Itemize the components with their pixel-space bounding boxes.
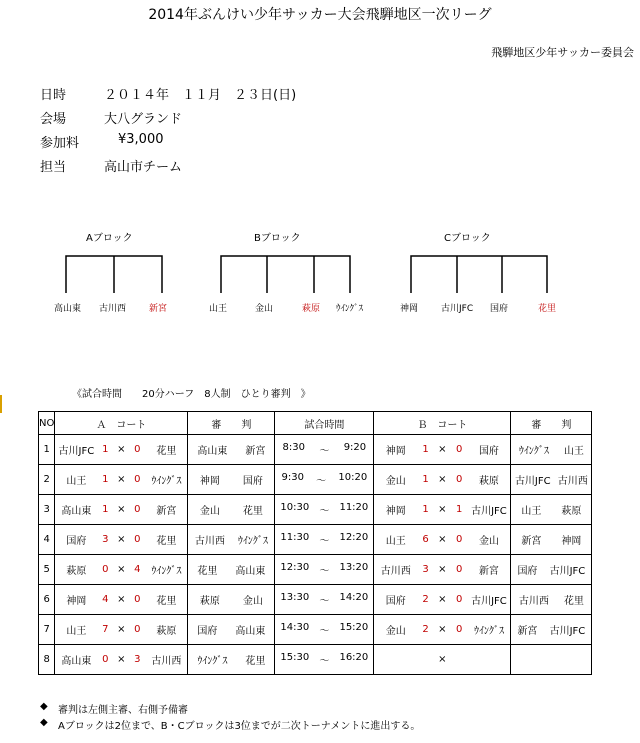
time-end: 14:20 [339, 592, 369, 603]
court-a-match [55, 555, 188, 585]
score-left: 4 [102, 594, 109, 605]
time-start: 13:30 [280, 592, 310, 603]
court-b-match [374, 585, 511, 615]
referee-main: 古川JFC [514, 476, 551, 487]
team-right: ｳｲﾝｸﾞｽ [151, 566, 182, 577]
court-b-referees [511, 585, 592, 615]
referee-main: 山王 [521, 506, 542, 517]
team-right: 新宮 [478, 566, 499, 577]
time-sep: ～ [319, 656, 330, 667]
time-end: 10:20 [338, 472, 368, 483]
versus-mark: × [438, 564, 447, 575]
match-time [275, 465, 374, 495]
block-c-team: 国府 [490, 304, 509, 314]
timing-note: 《試合時間 20分ハーフ 8人制 ひとり審判 》 [72, 389, 311, 400]
table-row [39, 645, 592, 675]
team-right: 花里 [156, 446, 177, 457]
score-right: 0 [134, 444, 141, 455]
score-right: 0 [134, 534, 141, 545]
referee-main: 高山東 [197, 446, 228, 457]
score-right: 0 [455, 624, 463, 635]
venue-label: 会場 [40, 112, 67, 127]
match-no: 6 [39, 585, 55, 615]
court-a-referees [188, 465, 275, 495]
team-left: 山王 [66, 626, 87, 637]
block-a-team: 古川西 [99, 304, 127, 314]
block-b-team: 山王 [209, 304, 228, 314]
versus-mark: × [438, 534, 447, 545]
block-c-team: 神岡 [400, 304, 419, 314]
team-right: 古川JFC [471, 596, 507, 607]
match-time [275, 555, 374, 585]
time-sep: ～ [316, 476, 327, 487]
page-title: 2014年ぶんけい少年サッカー大会飛騨地区一次リーグ [148, 7, 492, 23]
score-right: 0 [455, 594, 463, 605]
team-right: 古川西 [151, 656, 182, 667]
table-row [39, 615, 592, 645]
time-start: 9:30 [281, 472, 304, 483]
court-a-match [55, 585, 188, 615]
team-left: 神岡 [66, 596, 87, 607]
referee-sub: 山王 [563, 446, 584, 457]
charge-label: 担当 [40, 160, 67, 175]
time-sep: ～ [319, 446, 330, 457]
score-left: 2 [422, 624, 429, 635]
referee-sub: 高山東 [235, 566, 266, 577]
block-b-label: Bブロック [254, 233, 301, 244]
time-sep: ～ [319, 506, 330, 517]
time-end: 16:20 [339, 652, 369, 663]
header-no: NO [39, 412, 55, 435]
court-a-match [55, 615, 188, 645]
team-right: 金山 [478, 536, 499, 547]
score-left: 1 [102, 504, 109, 515]
time-end: 11:20 [339, 502, 369, 513]
referee-main: 古川西 [194, 536, 225, 547]
note-bullet: ◆ [40, 701, 48, 712]
score-left: 0 [102, 564, 109, 575]
court-a-match [55, 435, 188, 465]
time-sep: ～ [319, 566, 330, 577]
referee-main: 花里 [197, 566, 218, 577]
referee-sub: 新宮 [245, 446, 266, 457]
team-right: ｳｲﾝｸﾞｽ [151, 476, 182, 487]
time-sep: ～ [319, 596, 330, 607]
block-c-team: 花里 [538, 304, 557, 314]
score-right: 0 [455, 534, 463, 545]
time-end: 12:20 [339, 532, 369, 543]
court-b-referees [511, 525, 592, 555]
versus-mark: × [117, 564, 126, 575]
organizer: 飛騨地区少年サッカー委員会 [491, 46, 634, 59]
team-left: 神岡 [385, 446, 406, 457]
versus-mark: × [117, 624, 126, 635]
score-right: 0 [455, 444, 463, 455]
court-b-referees [511, 465, 592, 495]
court-b-referees [511, 435, 592, 465]
table-header-row [39, 412, 592, 435]
time-end: 9:20 [343, 442, 367, 453]
match-no: 2 [39, 465, 55, 495]
time-sep: ～ [319, 626, 330, 637]
match-time [275, 525, 374, 555]
score-right: 4 [134, 564, 141, 575]
score-left: 3 [102, 534, 109, 545]
court-b-match [374, 645, 511, 675]
team-left: 金山 [385, 626, 406, 637]
court-a-referees [188, 525, 275, 555]
team-right: ｳｲﾝｸﾞｽ [473, 626, 504, 637]
court-a-referees [188, 495, 275, 525]
header-court-a: Ａ コート [55, 412, 188, 435]
score-left: 6 [422, 534, 429, 545]
match-time [275, 585, 374, 615]
team-left: 国府 [66, 536, 87, 547]
block-b-team: 萩原 [302, 304, 321, 314]
table-row [39, 435, 592, 465]
versus-mark: × [117, 594, 126, 605]
team-left: 金山 [385, 476, 406, 487]
referee-sub: ｳｲﾝｸﾞｽ [237, 536, 268, 547]
score-left: 1 [422, 474, 429, 485]
score-left: 0 [102, 654, 109, 665]
match-no: 7 [39, 615, 55, 645]
block-a-label: Aブロック [86, 233, 133, 244]
score-right: 0 [455, 564, 463, 575]
block-b-team: ｳｲﾝｸﾞｽ [336, 304, 364, 314]
court-a-referees [188, 555, 275, 585]
match-no: 8 [39, 645, 55, 675]
team-left: 古川西 [380, 566, 411, 577]
team-left: 山王 [385, 536, 406, 547]
date-label: 日時 [40, 88, 67, 103]
referee-sub: 金山 [242, 596, 263, 607]
score-left: 3 [422, 564, 429, 575]
referee-main: 萩原 [199, 596, 220, 607]
venue-value: 大八グランド [104, 112, 183, 127]
score-left: 7 [102, 624, 109, 635]
score-right: 0 [134, 474, 141, 485]
score-right: 0 [455, 474, 463, 485]
referee-main: ｳｲﾝｸﾞｽ [197, 656, 228, 667]
team-right: 古川JFC [471, 506, 507, 517]
versus-mark: × [438, 654, 447, 665]
table-row [39, 495, 592, 525]
score-right: 0 [134, 594, 141, 605]
referee-sub: 国府 [242, 476, 263, 487]
time-start: 14:30 [280, 622, 310, 633]
referee-sub: 萩原 [561, 506, 582, 517]
time-start: 11:30 [280, 532, 310, 543]
referee-main: 国府 [197, 626, 218, 637]
block-a-team: 新宮 [149, 304, 168, 314]
time-start: 8:30 [282, 442, 305, 453]
score-left: 1 [102, 474, 109, 485]
versus-mark: × [438, 444, 447, 455]
versus-mark: × [438, 474, 447, 485]
court-a-match [55, 645, 188, 675]
referee-sub: 古川西 [557, 476, 588, 487]
date-value: ２０１４年 １１月 ２３日(日) [104, 88, 297, 103]
court-b-match [374, 555, 511, 585]
score-left: 1 [422, 504, 429, 515]
court-a-match [55, 495, 188, 525]
team-left: 山王 [66, 476, 87, 487]
header-referee-b: 審 判 [511, 412, 592, 435]
team-left: 高山東 [61, 656, 92, 667]
team-left: 古川JFC [58, 446, 95, 457]
score-right: 3 [134, 654, 141, 665]
team-left: 萩原 [66, 566, 87, 577]
note-bullet: ◆ [40, 717, 48, 728]
table-row [39, 465, 592, 495]
court-b-match [374, 465, 511, 495]
block-c-bracket [411, 256, 547, 293]
referee-sub: 高山東 [235, 626, 266, 637]
score-right: 1 [455, 504, 463, 515]
court-b-referees [511, 615, 592, 645]
match-time [275, 435, 374, 465]
team-right: 萩原 [478, 476, 499, 487]
score-left: 2 [422, 594, 429, 605]
court-b-match [374, 435, 511, 465]
league-brackets [0, 0, 640, 300]
referee-main: 国府 [517, 566, 538, 577]
block-b-bracket [221, 256, 350, 293]
block-c-team: 古川JFC [441, 304, 474, 314]
fee-value: ¥3,000 [118, 132, 164, 147]
court-a-referees [188, 435, 275, 465]
time-end: 13:20 [339, 562, 369, 573]
team-left: 国府 [385, 596, 406, 607]
court-b-referees [511, 555, 592, 585]
match-no: 5 [39, 555, 55, 585]
team-right: 萩原 [156, 626, 177, 637]
time-end: 15:20 [339, 622, 369, 633]
versus-mark: × [117, 654, 126, 665]
block-a-bracket [66, 256, 162, 293]
table-row [39, 585, 592, 615]
time-start: 12:30 [280, 562, 310, 573]
time-start: 15:30 [280, 652, 310, 663]
team-left: 高山東 [61, 506, 92, 517]
versus-mark: × [438, 624, 447, 635]
match-no: 4 [39, 525, 55, 555]
table-row [39, 555, 592, 585]
match-no: 1 [39, 435, 55, 465]
referee-main: 新宮 [517, 626, 538, 637]
court-b-referees [511, 495, 592, 525]
versus-mark: × [438, 594, 447, 605]
note-advance: Aブロックは2位まで、B・Cブロックは3位までが二次トーナメントに進出する。 [58, 721, 421, 732]
court-b-match [374, 525, 511, 555]
header-time: 試合時間 [275, 412, 374, 435]
court-a-referees [188, 585, 275, 615]
time-sep: ～ [319, 536, 330, 547]
header-court-b: Ｂ コート [374, 412, 511, 435]
time-start: 10:30 [280, 502, 310, 513]
block-a-team: 高山東 [54, 304, 82, 314]
score-right: 0 [134, 504, 141, 515]
note-referee: 審判は左側主審、右側予備審 [58, 705, 188, 716]
court-b-referees [511, 645, 592, 675]
referee-sub: 古川JFC [549, 566, 586, 577]
court-a-referees [188, 645, 275, 675]
referee-main: 古川西 [518, 596, 549, 607]
court-a-match [55, 465, 188, 495]
fee-label: 参加料 [40, 136, 80, 151]
team-left: 神岡 [385, 506, 406, 517]
schedule-table [38, 411, 592, 675]
block-c-label: Cブロック [444, 233, 491, 244]
court-b-match [374, 495, 511, 525]
score-left: 1 [422, 444, 429, 455]
referee-main: 新宮 [521, 536, 542, 547]
referee-main: 神岡 [199, 476, 220, 487]
match-time [275, 645, 374, 675]
referee-sub: 花里 [245, 656, 266, 667]
versus-mark: × [117, 444, 126, 455]
versus-mark: × [117, 534, 126, 545]
court-a-referees [188, 615, 275, 645]
team-right: 国府 [478, 446, 499, 457]
referee-main: ｳｲﾝｸﾞｽ [518, 446, 549, 457]
team-right: 花里 [156, 596, 177, 607]
team-right: 花里 [156, 536, 177, 547]
referee-sub: 花里 [242, 506, 263, 517]
match-time [275, 495, 374, 525]
match-no: 3 [39, 495, 55, 525]
versus-mark: × [117, 504, 126, 515]
match-time [275, 615, 374, 645]
header-referee-a: 審 判 [188, 412, 275, 435]
referee-sub: 古川JFC [549, 626, 586, 637]
score-right: 0 [134, 624, 141, 635]
charge-value: 高山市チーム [104, 160, 183, 175]
referee-sub: 神岡 [561, 536, 582, 547]
team-right: 新宮 [156, 506, 177, 517]
referee-main: 金山 [199, 506, 220, 517]
court-a-match [55, 525, 188, 555]
versus-mark: × [438, 504, 447, 515]
referee-sub: 花里 [563, 596, 584, 607]
court-b-match [374, 615, 511, 645]
versus-mark: × [117, 474, 126, 485]
block-b-team: 金山 [255, 304, 274, 314]
margin-marker [0, 395, 2, 413]
score-left: 1 [102, 444, 109, 455]
table-row [39, 525, 592, 555]
